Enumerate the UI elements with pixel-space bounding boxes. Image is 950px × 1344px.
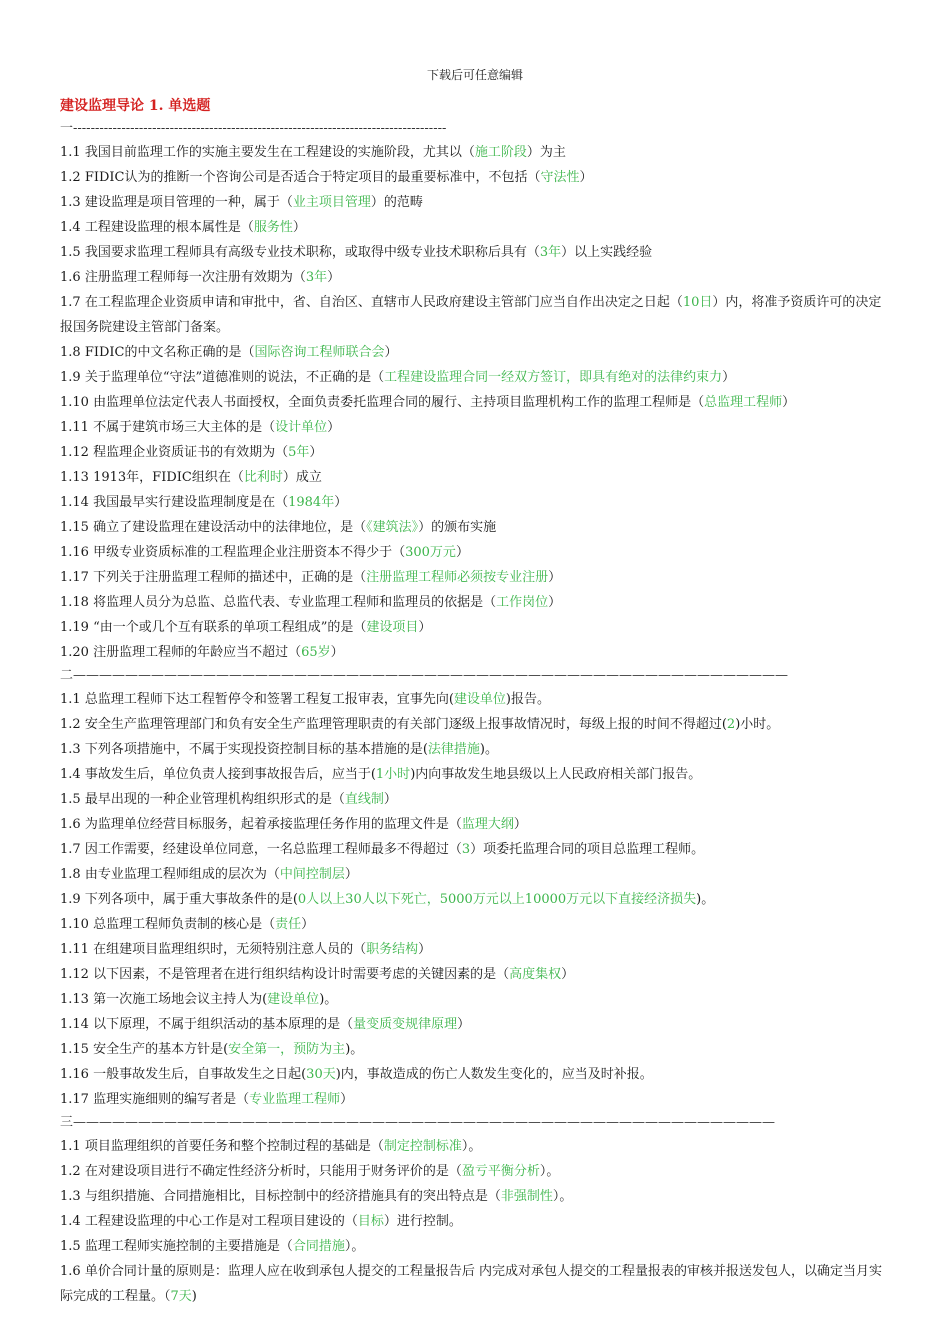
question-item bbox=[60, 887, 890, 912]
answer-text: 7天 bbox=[170, 1289, 192, 1304]
question-text: 由监理单位法定代表人书面授权，全面负责委托监理合同的履行、主持项目监理机构工作的监理工程师是（ bbox=[93, 395, 705, 410]
question-number: 1.17 bbox=[60, 1092, 89, 1107]
question-number: 1.1 bbox=[60, 692, 81, 707]
answer-text: 业主项目管理 bbox=[292, 195, 371, 210]
answer-text: 建设项目 bbox=[366, 620, 419, 635]
question-suffix: ）进行控制。 bbox=[383, 1214, 462, 1229]
question-suffix: ）的范畴 bbox=[370, 195, 423, 210]
question-suffix: ） bbox=[334, 495, 348, 510]
question-number: 1.15 bbox=[60, 520, 89, 535]
answer-text: 监理大纲 bbox=[461, 817, 514, 832]
question-item bbox=[60, 862, 890, 887]
question-text: 因工作需要，经建设单位同意，一名总监理工程师最多不得超过（ bbox=[84, 842, 462, 857]
question-suffix: )。 bbox=[345, 1042, 364, 1057]
question-text: 我国目前监理工作的实施主要发生在工程建设的实施阶段，尤其以（ bbox=[84, 145, 475, 160]
answer-text: 安全第一，预防为主 bbox=[228, 1042, 346, 1057]
question-text: 第一次施工场地会议主持人为( bbox=[93, 992, 268, 1007]
question-text: 最早出现的一种企业管理机构组织形式的是（ bbox=[84, 792, 345, 807]
question-item bbox=[60, 515, 890, 540]
question-item bbox=[60, 912, 890, 937]
question-suffix: ） bbox=[418, 620, 432, 635]
question-text: 下列关于注册监理工程师的描述中，正确的是（ bbox=[93, 570, 367, 585]
question-number: 1.5 bbox=[60, 245, 81, 260]
answer-text: 盈亏平衡分析 bbox=[461, 1164, 540, 1179]
answer-text: 300万元 bbox=[405, 545, 456, 560]
question-number: 1.16 bbox=[60, 545, 89, 560]
answer-text: 高度集权 bbox=[509, 967, 562, 982]
question-suffix: ） bbox=[722, 370, 736, 385]
question-suffix: ）内，将准予资质许可的决定报国务院建设主管部门备案。 bbox=[60, 295, 882, 335]
question-number: 1.9 bbox=[60, 370, 81, 385]
question-number: 1.2 bbox=[60, 1164, 81, 1179]
answer-text: 1小时 bbox=[375, 767, 411, 782]
question-item bbox=[60, 762, 890, 787]
question-text: 一般事故发生后，自事故发生之日起( bbox=[93, 1067, 307, 1082]
question-number: 1.12 bbox=[60, 445, 89, 460]
question-number: 1.15 bbox=[60, 1042, 89, 1057]
question-suffix: ）。 bbox=[461, 1139, 482, 1154]
question-number: 1.18 bbox=[60, 595, 89, 610]
question-item bbox=[60, 837, 890, 862]
question-item bbox=[60, 340, 890, 365]
question-text: 我国要求监理工程师具有高级专业技术职称，或取得中级专业技术职称后具有（ bbox=[84, 245, 540, 260]
question-suffix: ） bbox=[330, 645, 344, 660]
question-text: 在组建项目监理组织时，无须特别注意人员的（ bbox=[93, 942, 367, 957]
answer-text: 工作岗位 bbox=[496, 595, 549, 610]
answer-text: 制定控制标准 bbox=[383, 1139, 462, 1154]
answer-text: 65岁 bbox=[301, 645, 331, 660]
question-number: 1.1 bbox=[60, 145, 81, 160]
question-text: 注册监理工程师的年龄应当不超过（ bbox=[93, 645, 302, 660]
answer-text: 职务结构 bbox=[366, 942, 419, 957]
question-suffix: )。 bbox=[696, 892, 715, 907]
question-item bbox=[60, 365, 890, 390]
question-number: 1.10 bbox=[60, 395, 89, 410]
question-text: 以下因素，不是管理者在进行组织结构设计时需要考虑的关键因素的是（ bbox=[93, 967, 510, 982]
question-item bbox=[60, 415, 890, 440]
question-number: 1.11 bbox=[60, 420, 89, 435]
question-item bbox=[60, 540, 890, 565]
question-item bbox=[60, 1209, 890, 1234]
question-item bbox=[60, 140, 890, 165]
question-number: 1.13 bbox=[60, 992, 89, 1007]
answer-text: 工程建设监理合同一经双方签订，即具有绝对的法律约束力 bbox=[384, 370, 723, 385]
question-number: 1.5 bbox=[60, 1239, 81, 1254]
question-text: 以下原理，不属于组织活动的基本原理的是（ bbox=[93, 1017, 354, 1032]
question-text: 安全生产的基本方针是( bbox=[93, 1042, 229, 1057]
answer-text: 中间控制层 bbox=[279, 867, 345, 882]
answer-text: 服务性 bbox=[253, 220, 293, 235]
answer-text: 目标 bbox=[357, 1214, 384, 1229]
question-text: 注册监理工程师每一次注册有效期为（ bbox=[84, 270, 306, 285]
question-number: 1.6 bbox=[60, 817, 81, 832]
answer-text: 法律措施 bbox=[427, 742, 480, 757]
question-item bbox=[60, 937, 890, 962]
question-text: 确立了建设监理在建设活动中的法律地位，是（ bbox=[93, 520, 367, 535]
question-item bbox=[60, 465, 890, 490]
answer-text: 建设单位 bbox=[453, 692, 506, 707]
question-suffix: )。 bbox=[319, 992, 338, 1007]
answer-text: 30天 bbox=[306, 1067, 336, 1082]
question-text: 下列各项中，属于重大事故条件的是( bbox=[84, 892, 298, 907]
question-number: 1.8 bbox=[60, 867, 81, 882]
answer-text: 1984年 bbox=[288, 495, 335, 510]
question-number: 1.4 bbox=[60, 767, 81, 782]
question-suffix: )内，事故造成的伤亡人数发生变化的，应当及时补报。 bbox=[335, 1067, 653, 1082]
question-number: 1.11 bbox=[60, 942, 89, 957]
question-item bbox=[60, 390, 890, 415]
question-text: 1913年，FIDIC组织在（ bbox=[93, 470, 244, 485]
question-suffix: ） bbox=[383, 792, 397, 807]
question-item bbox=[60, 1087, 890, 1112]
question-number: 1.5 bbox=[60, 792, 81, 807]
question-text: 甲级专业资质标准的工程监理企业注册资本不得少于（ bbox=[93, 545, 406, 560]
question-item bbox=[60, 240, 890, 265]
question-item bbox=[60, 290, 890, 340]
question-item bbox=[60, 490, 890, 515]
question-item bbox=[60, 1062, 890, 1087]
answer-text: 施工阶段 bbox=[474, 145, 527, 160]
answer-text: 10日 bbox=[682, 295, 713, 310]
question-text: FIDIC认为的推断一个咨询公司是否适合于特定项目的最重要标准中，不包括（ bbox=[84, 170, 541, 185]
answer-text: 比利时 bbox=[243, 470, 283, 485]
answer-text: 建设单位 bbox=[267, 992, 320, 1007]
question-suffix: ） bbox=[579, 170, 593, 185]
question-suffix: ） bbox=[327, 270, 341, 285]
question-item bbox=[60, 1234, 890, 1259]
question-text: 不属于建筑市场三大主体的是（ bbox=[93, 420, 276, 435]
question-item bbox=[60, 812, 890, 837]
question-number: 1.13 bbox=[60, 470, 89, 485]
question-number: 1.2 bbox=[60, 717, 81, 732]
question-item bbox=[60, 962, 890, 987]
question-suffix: )小时。 bbox=[735, 717, 780, 732]
question-text: 在对建设项目进行不确定性经济分析时，只能用于财务评价的是（ bbox=[84, 1164, 462, 1179]
question-text: 工程建设监理的中心工作是对工程项目建设的（ bbox=[84, 1214, 358, 1229]
question-text: FIDIC的中文名称正确的是（ bbox=[84, 345, 255, 360]
question-item bbox=[60, 440, 890, 465]
question-suffix: ） bbox=[292, 220, 306, 235]
question-number: 1.7 bbox=[60, 295, 81, 310]
question-text: 监理工程师实施控制的主要措施是（ bbox=[84, 1239, 293, 1254]
answer-text: 3 bbox=[461, 842, 471, 857]
question-text: 工程建设监理的根本属性是（ bbox=[84, 220, 254, 235]
answer-text: 量变质变规律原理 bbox=[353, 1017, 458, 1032]
question-number: 1.10 bbox=[60, 917, 89, 932]
question-text: 总监理工程师下达工程暂停令和签署工程复工报审表，宜事先向( bbox=[84, 692, 454, 707]
question-number: 1.2 bbox=[60, 170, 81, 185]
question-text: “由一个或几个互有联系的单项工程组成”的是（ bbox=[93, 620, 367, 635]
answer-text: 注册监理工程师必须按专业注册 bbox=[366, 570, 549, 585]
question-number: 1.14 bbox=[60, 1017, 89, 1032]
question-text: 与组织措施、合同措施相比，目标控制中的经济措施具有的突出特点是（ bbox=[84, 1189, 501, 1204]
question-text: 项目监理组织的首要任务和整个控制过程的基础是（ bbox=[84, 1139, 384, 1154]
question-suffix: ）。 bbox=[344, 1239, 365, 1254]
answer-text: 3年 bbox=[305, 270, 328, 285]
question-number: 1.16 bbox=[60, 1067, 89, 1082]
question-number: 1.4 bbox=[60, 1214, 81, 1229]
question-number: 1.3 bbox=[60, 1189, 81, 1204]
question-item bbox=[60, 590, 890, 615]
question-item bbox=[60, 1184, 890, 1209]
answer-text: 《建筑法》 bbox=[366, 520, 419, 535]
question-item bbox=[60, 712, 890, 737]
answer-text: 总监理工程师 bbox=[704, 395, 783, 410]
question-text: 我国最早实行建设监理制度是在（ bbox=[93, 495, 289, 510]
question-suffix: ） bbox=[513, 817, 527, 832]
question-item bbox=[60, 1134, 890, 1159]
question-number: 1.3 bbox=[60, 742, 81, 757]
question-item bbox=[60, 687, 890, 712]
question-suffix: ） bbox=[327, 420, 341, 435]
question-item bbox=[60, 215, 890, 240]
section-separator: 二——————————————————————————————————————————————————————— bbox=[60, 668, 788, 683]
question-suffix: ）。 bbox=[552, 1189, 573, 1204]
question-item bbox=[60, 640, 890, 665]
question-text: 建设监理是项目管理的一种，属于（ bbox=[84, 195, 293, 210]
answer-text: 5年 bbox=[288, 445, 310, 460]
question-suffix: ）项委托监理合同的项目总监理工程师。 bbox=[470, 842, 705, 857]
question-number: 1.8 bbox=[60, 345, 81, 360]
question-suffix: ）。 bbox=[539, 1164, 560, 1179]
answer-text: 直线制 bbox=[344, 792, 384, 807]
question-item bbox=[60, 987, 890, 1012]
question-number: 1.6 bbox=[60, 270, 81, 285]
question-number: 1.1 bbox=[60, 1139, 81, 1154]
question-item bbox=[60, 565, 890, 590]
answer-text: 国际咨询工程师联合会 bbox=[254, 345, 385, 360]
question-text: 事故发生后，单位负责人接到事故报告后，应当于( bbox=[84, 767, 376, 782]
answer-text: 0人以上30人以下死亡，5000万元以上10000万元以下直接经济损失 bbox=[297, 892, 697, 907]
question-text: 下列各项措施中，不属于实现投资控制目标的基本措施的是( bbox=[84, 742, 428, 757]
answer-text: 专业监理工程师 bbox=[249, 1092, 341, 1107]
answer-text: 非强制性 bbox=[500, 1189, 553, 1204]
answer-text: 责任 bbox=[275, 917, 302, 932]
question-text: 总监理工程师负责制的核心是（ bbox=[93, 917, 276, 932]
question-item bbox=[60, 1012, 890, 1037]
question-text: 为监理单位经营目标服务，起着承接监理任务作用的监理文件是（ bbox=[84, 817, 462, 832]
question-item bbox=[60, 165, 890, 190]
question-suffix: ）的颁布实施 bbox=[418, 520, 497, 535]
question-text: 在工程监理企业资质申请和审批中，省、自治区、直辖市人民政府建设主管部门应当自作出决定之日起（ bbox=[84, 295, 683, 310]
question-number: 1.7 bbox=[60, 842, 81, 857]
question-number: 1.17 bbox=[60, 570, 89, 585]
question-number: 1.9 bbox=[60, 892, 81, 907]
question-suffix: ） bbox=[384, 345, 398, 360]
question-text: 监理实施细则的编写者是（ bbox=[93, 1092, 250, 1107]
document-title: 建设监理导论 1. 单选题 bbox=[60, 98, 211, 114]
page-header: 下载后可任意编辑 bbox=[426, 68, 523, 82]
question-number: 1.19 bbox=[60, 620, 89, 635]
question-item bbox=[60, 1159, 890, 1184]
question-suffix: ）成立 bbox=[282, 470, 322, 485]
question-text: 将监理人员分为总监、总监代表、专业监理工程师和监理员的依据是（ bbox=[93, 595, 497, 610]
question-suffix: )。 bbox=[479, 742, 498, 757]
question-item bbox=[60, 1259, 890, 1309]
question-item bbox=[60, 190, 890, 215]
question-number: 1.4 bbox=[60, 220, 81, 235]
question-text: 程监理企业资质证书的有效期为（ bbox=[93, 445, 289, 460]
question-suffix: ） bbox=[340, 1092, 354, 1107]
question-suffix: )报告。 bbox=[505, 692, 550, 707]
question-suffix: ） bbox=[301, 917, 315, 932]
question-suffix: ） bbox=[455, 545, 469, 560]
question-suffix: ) bbox=[191, 1289, 197, 1304]
question-suffix: ）为主 bbox=[526, 145, 566, 160]
question-list bbox=[60, 118, 890, 1309]
question-text: 安全生产监理管理部门和负有安全生产监理管理职责的有关部门逐级上报事故情况时，每级上报的时间不得超过( bbox=[84, 717, 727, 732]
answer-text: 合同措施 bbox=[292, 1239, 345, 1254]
question-item bbox=[60, 615, 890, 640]
question-suffix: ） bbox=[782, 395, 796, 410]
section-separator: 一------------------------------------------------------------------------------------- bbox=[60, 121, 447, 136]
question-number: 1.12 bbox=[60, 967, 89, 982]
question-text: 关于监理单位“守法”道德准则的说法，不正确的是（ bbox=[84, 370, 385, 385]
question-item bbox=[60, 1037, 890, 1062]
question-suffix: ） bbox=[548, 570, 562, 585]
section-separator: 三—————————————————————————————————————————————————————— bbox=[60, 1115, 775, 1130]
question-suffix: ） bbox=[457, 1017, 471, 1032]
question-text: 由专业监理工程师组成的层次为（ bbox=[84, 867, 280, 882]
question-item bbox=[60, 737, 890, 762]
question-suffix: )内向事故发生地县级以上人民政府相关部门报告。 bbox=[410, 767, 702, 782]
question-suffix: ） bbox=[548, 595, 562, 610]
question-item bbox=[60, 265, 890, 290]
question-suffix: ） bbox=[309, 445, 323, 460]
question-suffix: ）以上实践经验 bbox=[561, 245, 653, 260]
question-suffix: ） bbox=[344, 867, 358, 882]
answer-text: 守法性 bbox=[540, 170, 580, 185]
question-suffix: ） bbox=[418, 942, 432, 957]
question-number: 1.14 bbox=[60, 495, 89, 510]
question-item bbox=[60, 787, 890, 812]
question-number: 1.20 bbox=[60, 645, 89, 660]
question-suffix: ） bbox=[561, 967, 575, 982]
answer-text: 3年 bbox=[539, 245, 562, 260]
question-number: 1.3 bbox=[60, 195, 81, 210]
question-number: 1.6 bbox=[60, 1264, 81, 1279]
answer-text: 设计单位 bbox=[275, 420, 328, 435]
question-text: 单价合同计量的原则是：监理人应在收到承包人提交的工程量报告后 内完成对承包人提交的工程量报表的审核并报送发包人，以确定当月实际完成的工程量。（ bbox=[60, 1264, 882, 1304]
answer-text: 2 bbox=[726, 717, 736, 732]
